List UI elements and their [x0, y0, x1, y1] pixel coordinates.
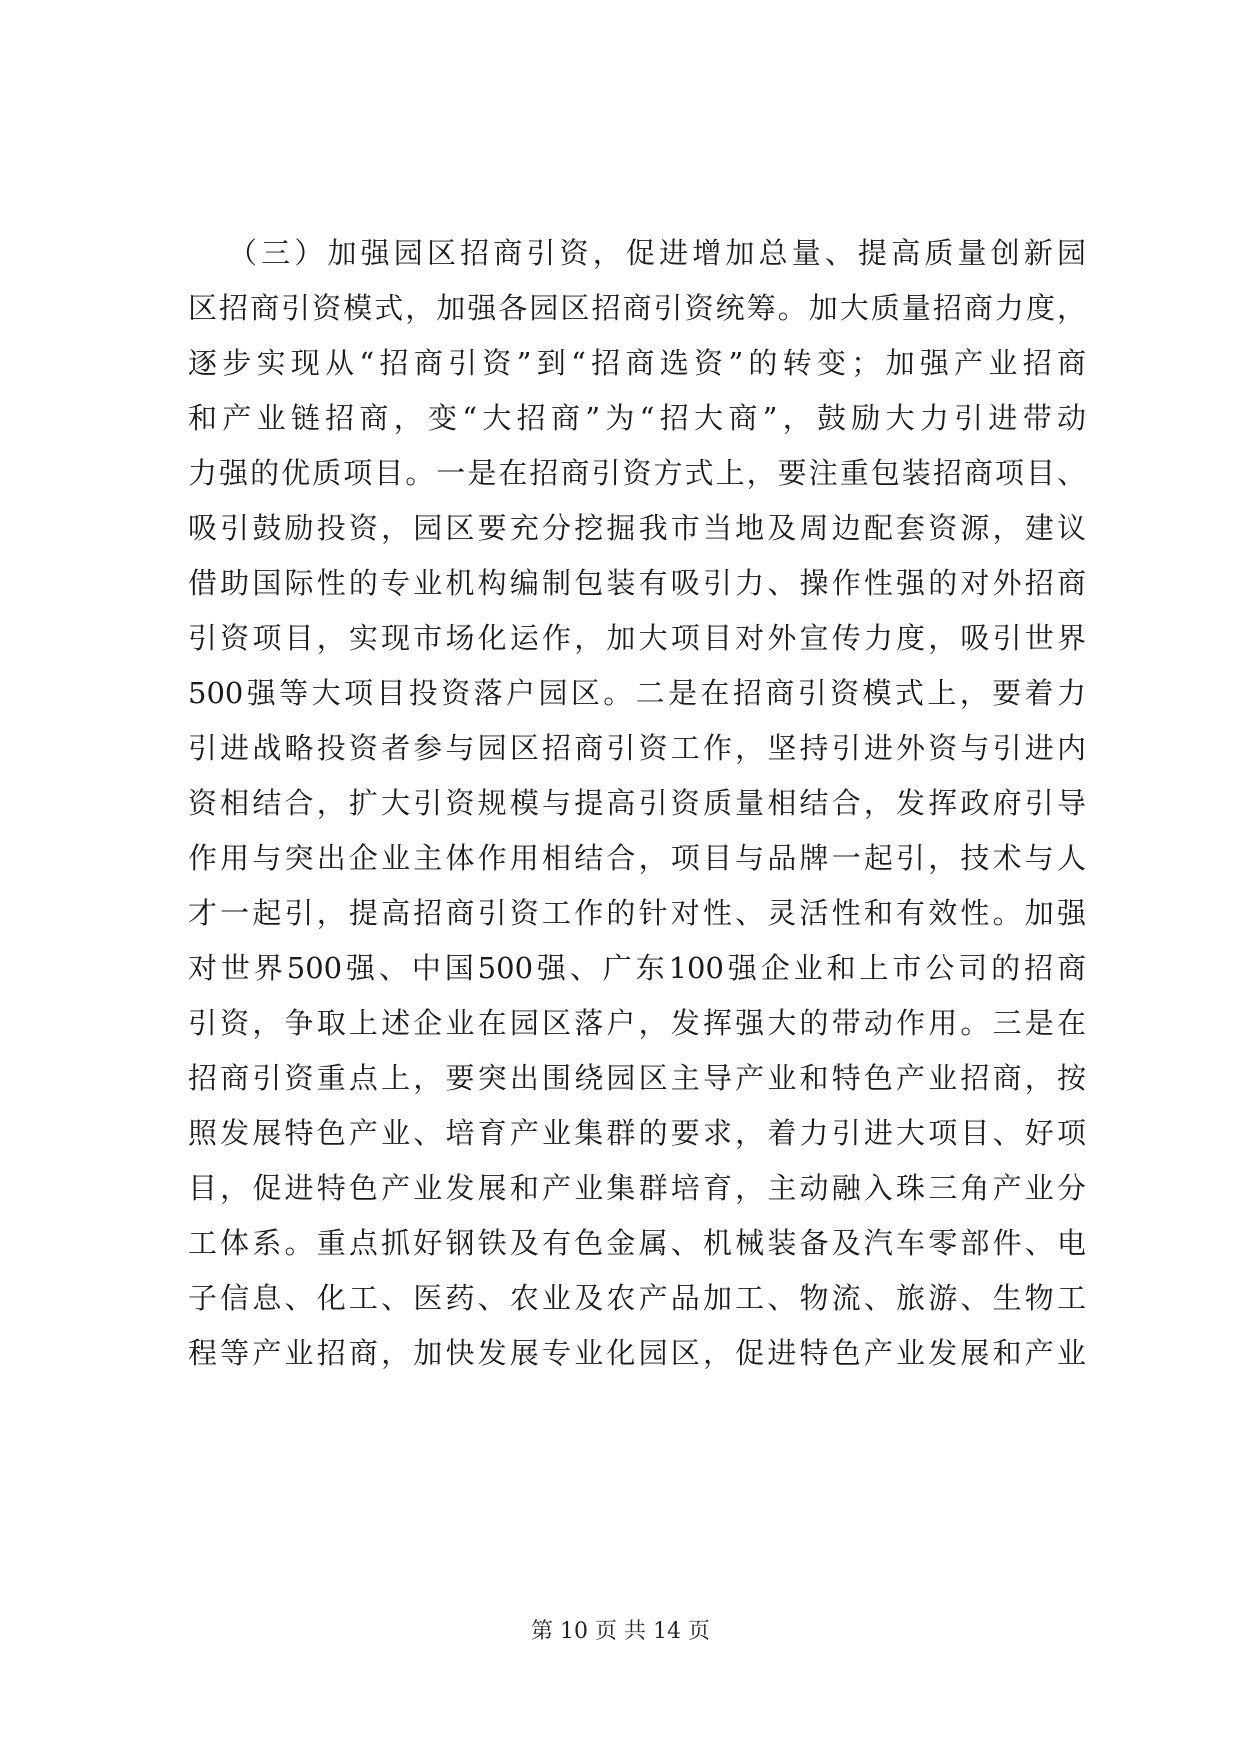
text-line: （三）加强园区招商引资，促进增加总量、提高质量创新园: [228, 236, 1086, 270]
text-line: 工体系。重点抓好钢铁及有色金属、机械装备及汽车零部件、电: [188, 1226, 1086, 1260]
text-line: 引进战略投资者参与园区招商引资工作，坚持引进外资与引进内: [188, 731, 1086, 765]
text-line: 500强等大项目投资落户园区。二是在招商引资模式上，要着力: [188, 676, 1086, 710]
text-line: 和产业链招商，变“大招商”为“招大商”，鼓励大力引进带动: [188, 401, 1086, 435]
text-line: 程等产业招商，加快发展专业化园区，促进特色产业发展和产业: [188, 1336, 1086, 1370]
text-line: 逐步实现从“招商引资”到“招商选资”的转变；加强产业招商: [188, 346, 1086, 380]
text-line: 对世界500强、中国500强、广东100强企业和上市公司的招商: [188, 951, 1086, 985]
text-line: 子信息、化工、医药、农业及农产品加工、物流、旅游、生物工: [188, 1281, 1086, 1315]
text-line: 作用与突出企业主体作用相结合，项目与品牌一起引，技术与人: [188, 841, 1086, 875]
text-line: 区招商引资模式，加强各园区招商引资统筹。加大质量招商力度，: [188, 291, 1086, 325]
page-number-footer: 第 10 页 共 14 页: [531, 1619, 710, 1644]
body-text: [188, 226, 1086, 1381]
text-line: 资相结合，扩大引资规模与提高引资质量相结合，发挥政府引导: [188, 786, 1086, 820]
text-line: 目，促进特色产业发展和产业集群培育，主动融入珠三角产业分: [188, 1171, 1086, 1205]
text-line: 才一起引，提高招商引资工作的针对性、灵活性和有效性。加强: [188, 896, 1086, 930]
text-line: 借助国际性的专业机构编制包装有吸引力、操作性强的对外招商: [188, 566, 1086, 600]
text-line: 引资，争取上述企业在园区落户，发挥强大的带动作用。三是在: [188, 1006, 1086, 1040]
text-line: 招商引资重点上，要突出围绕园区主导产业和特色产业招商，按: [188, 1061, 1086, 1095]
text-line: 引资项目，实现市场化运作，加大项目对外宣传力度，吸引世界: [188, 621, 1086, 655]
text-line: 照发展特色产业、培育产业集群的要求，着力引进大项目、好项: [188, 1116, 1086, 1150]
text-line: 力强的优质项目。一是在招商引资方式上，要注重包装招商项目、: [188, 456, 1086, 490]
text-line: 吸引鼓励投资，园区要充分挖掘我市当地及周边配套资源，建议: [188, 511, 1086, 545]
